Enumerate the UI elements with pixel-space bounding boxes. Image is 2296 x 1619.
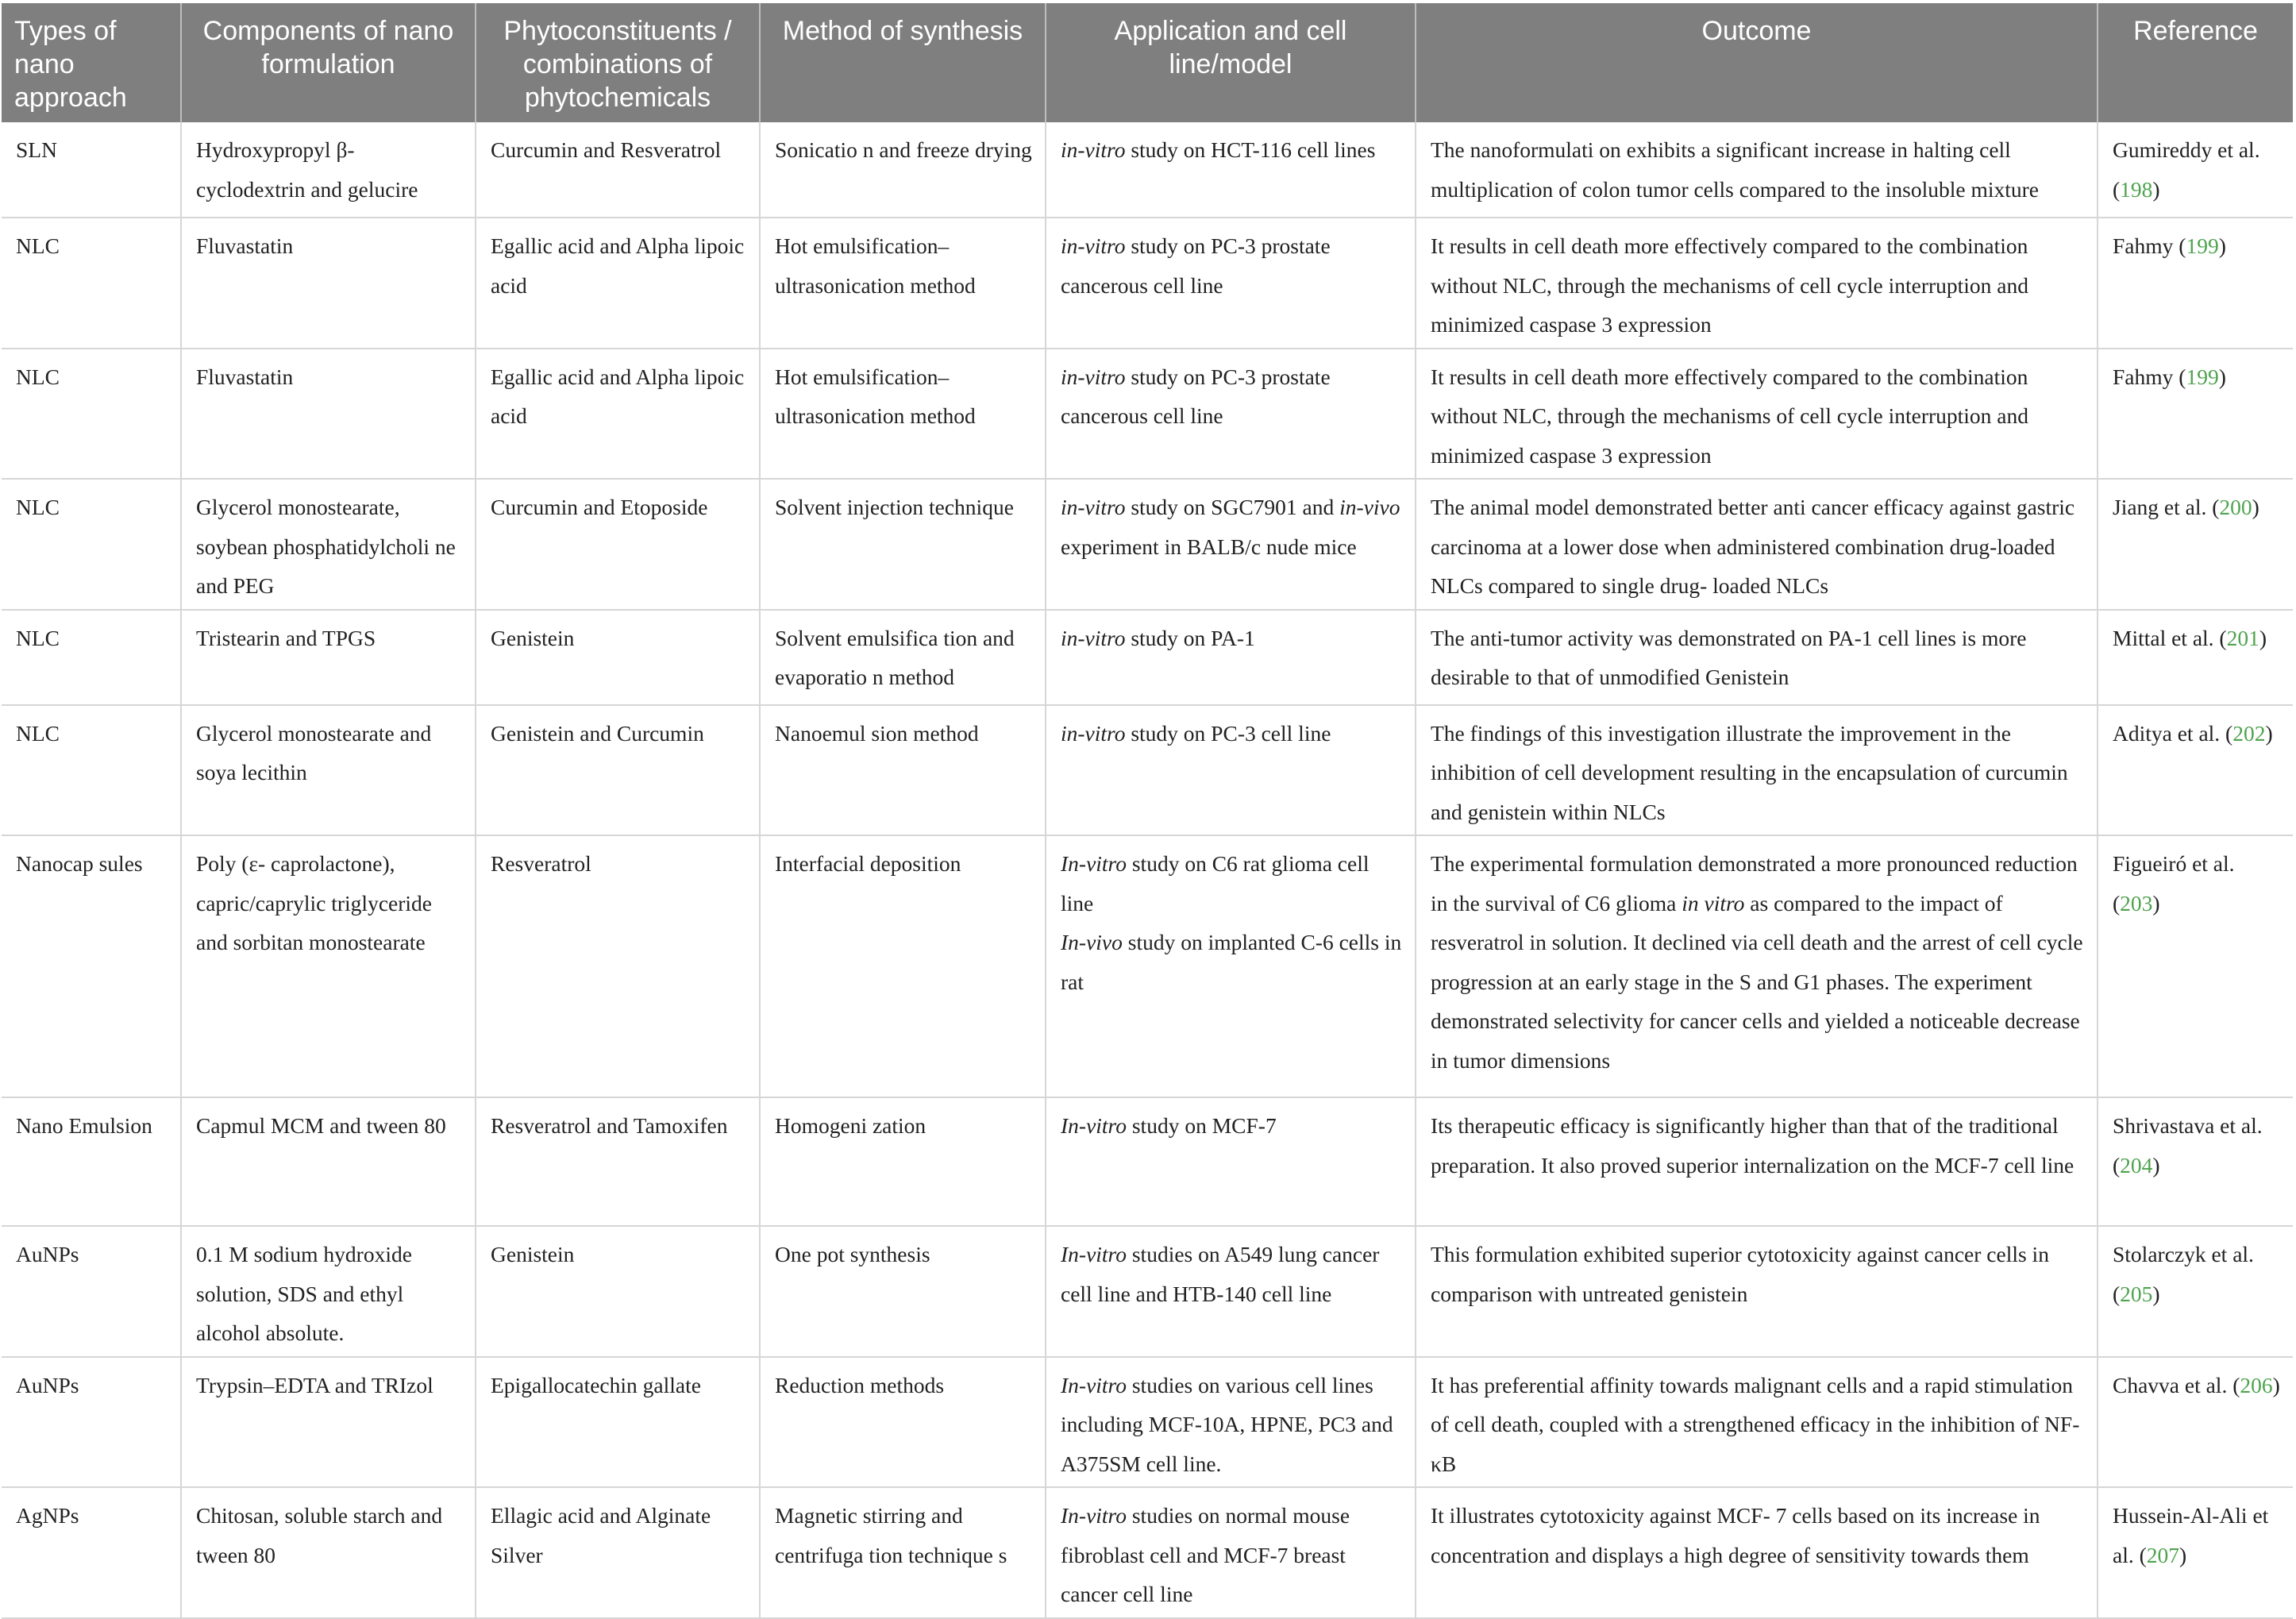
cell-outcome xyxy=(1416,1487,2098,1618)
cell-application-italic-text: In-vitro xyxy=(1061,851,1127,876)
cell-application-segment xyxy=(1061,923,1402,1001)
cell-phytoconstituents: Resveratrol and Tamoxifen xyxy=(476,1097,760,1226)
cell-application-segment xyxy=(1061,1373,1393,1476)
header-components: Components of nano formulation xyxy=(181,3,476,122)
cell-application-text: study on HCT-116 cell lines xyxy=(1125,137,1376,162)
cell-outcome-italic-text: in vitro xyxy=(1682,890,1745,916)
cell-outcome-segment xyxy=(1431,495,2074,598)
cell-method: Hot emulsification–ultrasonication method xyxy=(760,349,1046,480)
cell-outcome-text: It results in cell death more effectively compared to the combination without NLC, through the mechanisms of cell cycle interruption and minimized caspase 3 expression xyxy=(1431,364,2029,468)
cell-phytoconstituents: Curcumin and Resveratrol xyxy=(476,122,760,218)
cell-components: 0.1 M sodium hydroxide solution, SDS and ethyl alcohol absolute. xyxy=(181,1226,476,1357)
cell-outcome-text: The nanoformulati on exhibits a significant increase in halting cell multiplication of colon tumor cells compared to the insoluble mixture xyxy=(1431,137,2040,202)
cell-reference xyxy=(2098,1097,2293,1226)
cell-components: Hydroxypropyl β-cyclodextrin and gelucire xyxy=(181,122,476,218)
cell-outcome xyxy=(1416,835,2098,1097)
cell-outcome xyxy=(1416,218,2098,349)
table-row xyxy=(2,610,2293,705)
header-outcome: Outcome xyxy=(1416,3,2098,122)
cell-application-segment xyxy=(1061,364,1331,429)
reference-close: ) xyxy=(2259,625,2267,650)
cell-method: Reduction methods xyxy=(760,1357,1046,1488)
table-row xyxy=(2,1097,2293,1226)
cell-phytoconstituents: Genistein and Curcumin xyxy=(476,705,760,836)
reference-author: Gumireddy et al. ( xyxy=(2113,137,2260,202)
cell-components: Capmul MCM and tween 80 xyxy=(181,1097,476,1226)
cell-type: SLN xyxy=(2,122,181,218)
table-row xyxy=(2,218,2293,349)
cell-type: AgNPs xyxy=(2,1487,181,1618)
cell-components: Chitosan, soluble starch and tween 80 xyxy=(181,1487,476,1618)
cell-application-italic-text: In-vitro xyxy=(1061,1113,1127,1138)
cell-reference xyxy=(2098,1357,2293,1488)
cell-reference xyxy=(2098,1226,2293,1357)
header-application: Application and cell line/model xyxy=(1046,3,1416,122)
reference-number-link[interactable]: 198 xyxy=(2120,176,2153,202)
cell-application xyxy=(1046,1487,1416,1618)
cell-outcome-text: The experimental formulation demonstrated a more pronounced reduction in the survival of C6 glioma xyxy=(1431,851,2078,916)
cell-reference xyxy=(2098,1487,2293,1618)
cell-application xyxy=(1046,1226,1416,1357)
cell-method: Solvent injection technique xyxy=(760,479,1046,610)
reference-close: ) xyxy=(2218,364,2226,389)
cell-reference xyxy=(2098,835,2293,1097)
reference-number-link[interactable]: 199 xyxy=(2186,364,2219,389)
cell-phytoconstituents: Curcumin and Etoposide xyxy=(476,479,760,610)
cell-type: Nano Emulsion xyxy=(2,1097,181,1226)
cell-type: AuNPs xyxy=(2,1226,181,1357)
cell-type: NLC xyxy=(2,349,181,480)
cell-outcome xyxy=(1416,349,2098,480)
cell-type: NLC xyxy=(2,218,181,349)
reference-close: ) xyxy=(2179,1542,2187,1567)
cell-type: NLC xyxy=(2,479,181,610)
cell-components: Glycerol monostearate and soya lecithin xyxy=(181,705,476,836)
cell-application-italic-text: in-vitro xyxy=(1061,720,1126,746)
reference-author: Hussein-Al-Ali et al. ( xyxy=(2113,1503,2269,1567)
cell-application-text: studies on normal mouse fibroblast cell and MCF-7 breast cancer cell line xyxy=(1061,1503,1350,1606)
cell-application xyxy=(1046,705,1416,836)
table-row xyxy=(2,479,2293,610)
table-row xyxy=(2,1487,2293,1618)
cell-method: Sonicatio n and freeze drying xyxy=(760,122,1046,218)
reference-author: Stolarczyk et al. ( xyxy=(2113,1242,2254,1306)
cell-application xyxy=(1046,479,1416,610)
reference-number-link[interactable]: 202 xyxy=(2232,720,2266,746)
reference-close: ) xyxy=(2152,890,2160,916)
cell-type: NLC xyxy=(2,705,181,836)
reference-number-link[interactable]: 207 xyxy=(2146,1542,2180,1567)
reference-number-link[interactable]: 203 xyxy=(2120,890,2153,916)
reference-close: ) xyxy=(2152,176,2160,202)
table-row xyxy=(2,835,2293,1097)
cell-reference xyxy=(2098,122,2293,218)
cell-application-segment xyxy=(1061,844,1402,923)
cell-type: AuNPs xyxy=(2,1357,181,1488)
cell-application-italic-text: In-vitro xyxy=(1061,1372,1127,1397)
cell-reference xyxy=(2098,218,2293,349)
table-body xyxy=(2,122,2293,1618)
cell-phytoconstituents: Resveratrol xyxy=(476,835,760,1097)
cell-application-text: study on implanted C-6 cells in rat xyxy=(1061,930,1402,994)
cell-outcome-segment xyxy=(1431,1113,2074,1178)
cell-application-text: study on C6 rat glioma cell line xyxy=(1061,851,1370,916)
cell-application-italic-text: in-vitro xyxy=(1061,233,1126,258)
cell-phytoconstituents: Egallic acid and Alpha lipoic acid xyxy=(476,349,760,480)
cell-phytoconstituents: Genistein xyxy=(476,1226,760,1357)
reference-number-link[interactable]: 206 xyxy=(2240,1372,2273,1397)
reference-close: ) xyxy=(2218,233,2226,258)
cell-application-text: studies on various cell lines including MCF-10A, HPNE, PC3 and A375SM cell line. xyxy=(1061,1372,1393,1476)
cell-outcome-text: It illustrates cytotoxicity against MCF- 7 cells based on its increase in concentration and displays a high degree of sensitivity towards them xyxy=(1431,1503,2040,1567)
cell-application-italic-text: In-vitro xyxy=(1061,1503,1127,1528)
reference-close: ) xyxy=(2265,720,2273,746)
cell-application-segment xyxy=(1061,721,1331,746)
cell-outcome-text: The findings of this investigation illustrate the improvement in the inhibition of cell development resulting in the encapsulation of curcumin and genistein within NLCs xyxy=(1431,720,2068,824)
cell-method: Solvent emulsifica tion and evaporatio n method xyxy=(760,610,1046,705)
cell-application xyxy=(1046,122,1416,218)
reference-number-link[interactable]: 204 xyxy=(2120,1152,2153,1178)
reference-close: ) xyxy=(2272,1372,2280,1397)
cell-application-italic-text: In-vivo xyxy=(1061,930,1123,954)
cell-application-segment xyxy=(1061,137,1375,162)
cell-application-italic-text: in-vitro xyxy=(1061,625,1126,650)
cell-application xyxy=(1046,835,1416,1097)
cell-outcome xyxy=(1416,1357,2098,1488)
cell-outcome-segment xyxy=(1431,233,2028,337)
nano-approach-table xyxy=(2,3,2293,1619)
reference-close: ) xyxy=(2152,1281,2160,1306)
cell-method: Homogeni zation xyxy=(760,1097,1046,1226)
cell-application-segment xyxy=(1061,1113,1277,1138)
cell-application-segment xyxy=(1061,495,1339,519)
table-row xyxy=(2,122,2293,218)
cell-outcome xyxy=(1416,122,2098,218)
cell-outcome-segment xyxy=(1431,851,2083,1073)
reference-number-link[interactable]: 201 xyxy=(2226,625,2259,650)
cell-components: Fluvastatin xyxy=(181,349,476,480)
reference-author: Fahmy ( xyxy=(2113,233,2186,258)
cell-outcome-text: The anti-tumor activity was demonstrated on PA-1 cell lines is more desirable to that of unmodified Genistein xyxy=(1431,625,2027,689)
header-types-of-nano-approach: Types of nano approach xyxy=(2,3,181,122)
cell-method: One pot synthesis xyxy=(760,1226,1046,1357)
cell-components: Poly (ε- caprolactone), capric/caprylic triglyceride and sorbitan monostearate xyxy=(181,835,476,1097)
reference-author: Chavva et al. ( xyxy=(2113,1372,2240,1397)
cell-reference xyxy=(2098,705,2293,836)
cell-outcome-segment xyxy=(1431,137,2039,202)
cell-application-italic-text: in-vitro xyxy=(1061,495,1126,519)
cell-outcome-segment xyxy=(1431,1503,2040,1567)
table-row xyxy=(2,349,2293,480)
reference-number-link[interactable]: 200 xyxy=(2219,495,2252,519)
cell-outcome xyxy=(1416,479,2098,610)
cell-components: Trypsin–EDTA and TRIzol xyxy=(181,1357,476,1488)
cell-application-text: study on PC-3 prostate cancerous cell line xyxy=(1061,233,1331,298)
reference-author: Shrivastava et al. ( xyxy=(2113,1113,2263,1178)
cell-type: Nanocap sules xyxy=(2,835,181,1097)
cell-application-italic-text: in-vitro xyxy=(1061,364,1126,389)
cell-application-text: study on PC-3 prostate cancerous cell line xyxy=(1061,364,1331,428)
cell-outcome-segment xyxy=(1431,1373,2079,1476)
cell-phytoconstituents: Epigallocatechin gallate xyxy=(476,1357,760,1488)
cell-reference xyxy=(2098,610,2293,705)
reference-author: Mittal et al. ( xyxy=(2113,625,2227,650)
cell-outcome-text: Its therapeutic efficacy is significantly higher than that of the traditional preparation. It also proved superior internalization on the MCF-7 cell line xyxy=(1431,1113,2074,1178)
cell-application xyxy=(1046,1097,1416,1226)
cell-application-italic-text: in-vivo xyxy=(1339,495,1400,519)
cell-outcome-segment xyxy=(1431,721,2068,824)
cell-phytoconstituents: Ellagic acid and Alginate Silver xyxy=(476,1487,760,1618)
cell-outcome-text: This formulation exhibited superior cytotoxicity against cancer cells in comparison with untreated genistein xyxy=(1431,1242,2049,1306)
header-method-of-synthesis: Method of synthesis xyxy=(760,3,1046,122)
cell-method: Interfacial deposition xyxy=(760,835,1046,1097)
cell-outcome-text: It results in cell death more effectively compared to the combination without NLC, through the mechanisms of cell cycle interruption and minimized caspase 3 expression xyxy=(1431,233,2029,337)
cell-application-italic-text: In-vitro xyxy=(1061,1242,1127,1266)
table-header xyxy=(2,3,2293,122)
cell-method: Magnetic stirring and centrifuga tion technique s xyxy=(760,1487,1046,1618)
cell-application-segment xyxy=(1061,1242,1379,1306)
reference-author: Fahmy ( xyxy=(2113,364,2186,389)
header-phytoconstituents: Phytoconstituents / combinations of phytochemicals xyxy=(476,3,760,122)
cell-application-text: study on SGC7901 and xyxy=(1125,495,1340,519)
reference-number-link[interactable]: 199 xyxy=(2186,233,2219,258)
cell-phytoconstituents: Egallic acid and Alpha lipoic acid xyxy=(476,218,760,349)
reference-author: Figueiró et al. ( xyxy=(2113,851,2235,916)
reference-author: Aditya et al. ( xyxy=(2113,720,2233,746)
table-row xyxy=(2,1226,2293,1357)
cell-application-text: experiment in BALB/c nude mice xyxy=(1061,534,1357,559)
cell-outcome xyxy=(1416,1226,2098,1357)
cell-type: NLC xyxy=(2,610,181,705)
cell-application xyxy=(1046,218,1416,349)
cell-application-text: study on PC-3 cell line xyxy=(1125,720,1331,746)
cell-application-segment xyxy=(1061,233,1331,298)
cell-application-segment xyxy=(1061,626,1255,650)
cell-application xyxy=(1046,610,1416,705)
cell-method: Nanoemul sion method xyxy=(760,705,1046,836)
cell-reference xyxy=(2098,479,2293,610)
cell-application-segment xyxy=(1061,1503,1350,1606)
reference-close: ) xyxy=(2252,495,2259,519)
cell-components: Fluvastatin xyxy=(181,218,476,349)
cell-application-text: studies on A549 lung cancer cell line and HTB-140 cell line xyxy=(1061,1242,1380,1306)
cell-components: Tristearin and TPGS xyxy=(181,610,476,705)
cell-application-text: study on MCF-7 xyxy=(1126,1113,1277,1138)
cell-outcome-segment xyxy=(1431,364,2028,468)
cell-method: Hot emulsification–ultrasonication method xyxy=(760,218,1046,349)
cell-reference xyxy=(2098,349,2293,480)
cell-phytoconstituents: Genistein xyxy=(476,610,760,705)
cell-outcome-text: The animal model demonstrated better anti cancer efficacy against gastric carcinoma at a lower dose when administered combination drug-loaded NLCs compared to single drug- loaded NLCs xyxy=(1431,495,2075,598)
cell-outcome-segment xyxy=(1431,1242,2049,1306)
reference-close: ) xyxy=(2152,1152,2160,1178)
table-row xyxy=(2,1357,2293,1488)
cell-application-text: study on PA-1 xyxy=(1125,625,1255,650)
cell-outcome-text: as compared to the impact of resveratrol in solution. It declined via cell death and the arrest of cell cycle progression at an early stage in the S and G1 phases. The experiment demonstrated selectivity for cancer cells and yielded a noticeable decrease in tumor dimensions xyxy=(1431,890,2083,1073)
cell-application-italic-text: in-vitro xyxy=(1061,137,1126,162)
cell-outcome xyxy=(1416,1097,2098,1226)
reference-number-link[interactable]: 205 xyxy=(2120,1281,2153,1306)
header-row xyxy=(2,3,2293,122)
cell-outcome xyxy=(1416,610,2098,705)
cell-outcome-text: It has preferential affinity towards malignant cells and a rapid stimulation of cell death, coupled with a strengthened efficacy in the inhibition of NF-κB xyxy=(1431,1372,2080,1476)
table-row xyxy=(2,705,2293,836)
header-reference: Reference xyxy=(2098,3,2293,122)
reference-author: Jiang et al. ( xyxy=(2113,495,2220,519)
cell-application xyxy=(1046,1357,1416,1488)
cell-outcome-segment xyxy=(1431,626,2027,690)
cell-application xyxy=(1046,349,1416,480)
cell-outcome xyxy=(1416,705,2098,836)
cell-components: Glycerol monostearate, soybean phosphatidylcholi ne and PEG xyxy=(181,479,476,610)
